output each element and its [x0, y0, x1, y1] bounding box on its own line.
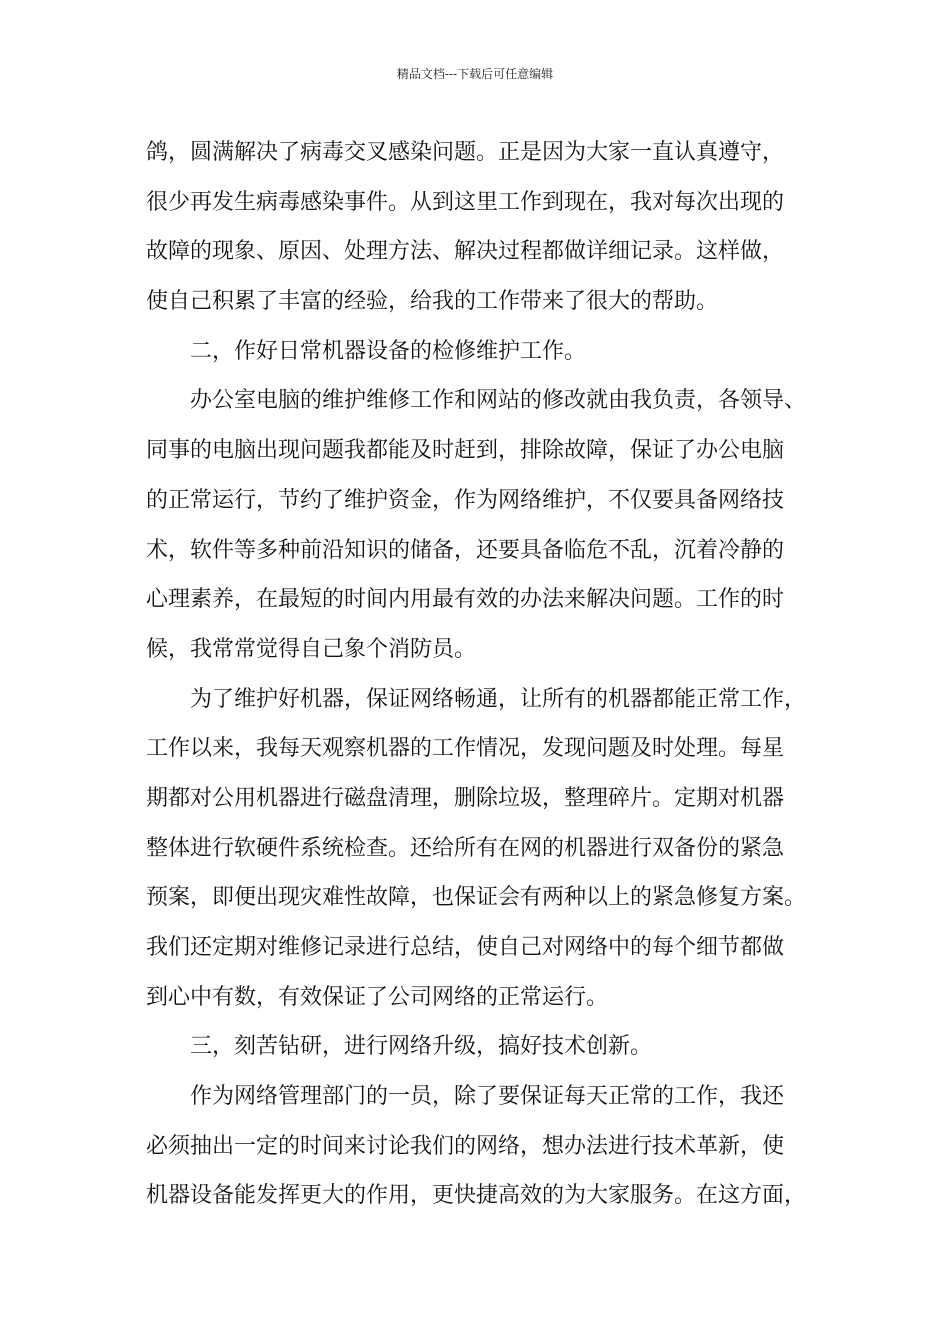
- text-line: 作为网络管理部门的一员，除了要保证每天正常的工作，我还: [190, 1084, 785, 1110]
- section-heading: 三，刻苦钻研，进行网络升级，搞好技术创新。: [190, 1034, 653, 1060]
- text-line: 候，我常常觉得自己象个消防员。: [146, 636, 477, 662]
- text-line: 很少再发生病毒感染事件。从到这里工作到现在，我对每次出现的: [146, 189, 785, 215]
- text-line: 必须抽出一定的时间来讨论我们的网络，想办法进行技术革新，使: [146, 1133, 785, 1159]
- text-line: 工作以来，我每天观察机器的工作情况，发现问题及时处理。每星: [146, 736, 785, 762]
- text-line: 我们还定期对维修记录进行总结，使自己对网络中的每个细节都做: [146, 935, 785, 960]
- text-line: 办公室电脑的维护维修工作和网站的修改就由我负责，各领导、: [190, 388, 807, 414]
- text-line: 的正常运行，节约了维护资金，作为网络维护，不仅要具备网络技: [146, 487, 785, 513]
- text-line: 机器设备能发挥更大的作用，更快捷高效的为大家服务。在这方面，: [146, 1183, 807, 1209]
- text-line: 到心中有数，有效保证了公司网络的正常运行。: [146, 984, 609, 1010]
- text-line: 使自己积累了丰富的经验，给我的工作带来了很大的帮助。: [146, 289, 719, 315]
- text-line: 术，软件等多种前沿知识的储备，还要具备临危不乱，沉着冷静的: [146, 537, 785, 563]
- section-heading: 二，作好日常机器设备的检修维护工作。: [190, 338, 587, 364]
- text-line: 期都对公用机器进行磁盘清理，删除垃圾，整理碎片。定期对机器: [146, 785, 785, 811]
- text-line: 同事的电脑出现问题我都能及时赶到，排除故障，保证了办公电脑: [146, 438, 785, 464]
- text-line: 为了维护好机器，保证网络畅通，让所有的机器都能正常工作，: [190, 686, 807, 712]
- text-line: 鸽，圆满解决了病毒交叉感染问题。正是因为大家一直认真遵守，: [146, 140, 785, 165]
- text-line: 故障的现象、原因、处理方法、解决过程都做详细记录。这样做，: [146, 239, 785, 265]
- text-line: 整体进行软硬件系统检查。还给所有在网的机器进行双备份的紧急: [146, 835, 785, 861]
- page-header: 精品文档---下载后可任意编辑: [396, 67, 554, 81]
- body-text: [146, 128, 822, 1221]
- text-line: 心理素养，在最短的时间内用最有效的办法来解决问题。工作的时: [146, 587, 785, 613]
- text-line: 预案，即便出现灾难性故障，也保证会有两种以上的紧急修复方案。: [146, 885, 807, 911]
